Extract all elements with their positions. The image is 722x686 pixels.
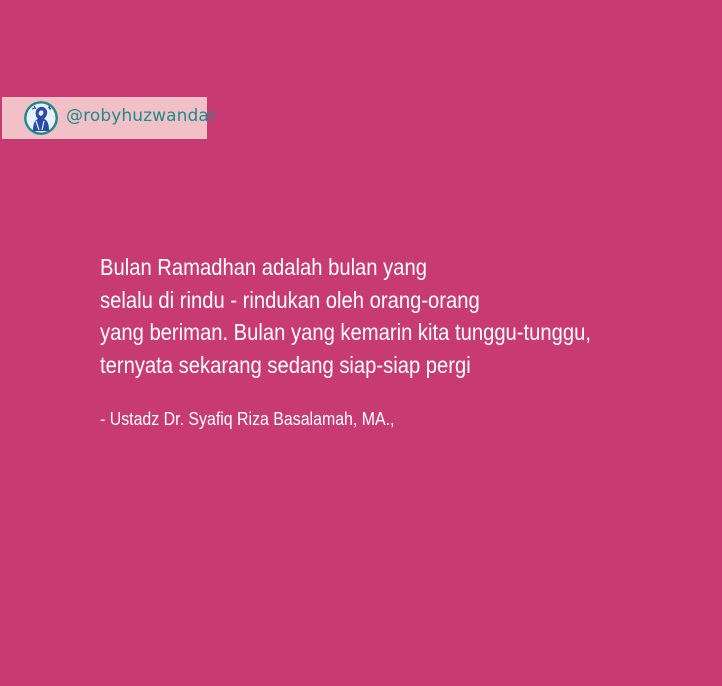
author-handle-badge <box>2 97 217 139</box>
author-handle: @robyhuzwandar <box>66 106 217 126</box>
quote-line: selalu di rindu - rindukan oleh orang-orang <box>100 286 480 313</box>
avatar-portrait-icon <box>24 101 58 135</box>
quote-line: ternyata sekarang sedang siap-siap pergi <box>100 351 471 378</box>
quote-line: Bulan Ramadhan adalah bulan yang <box>100 254 427 280</box>
quote-text <box>100 251 616 381</box>
quote-line: yang beriman. Bulan yang kemarin kita tunggu-tunggu, <box>100 319 591 346</box>
quote-attribution: - Ustadz Dr. Syafiq Riza Basalamah, MA., <box>100 408 395 429</box>
